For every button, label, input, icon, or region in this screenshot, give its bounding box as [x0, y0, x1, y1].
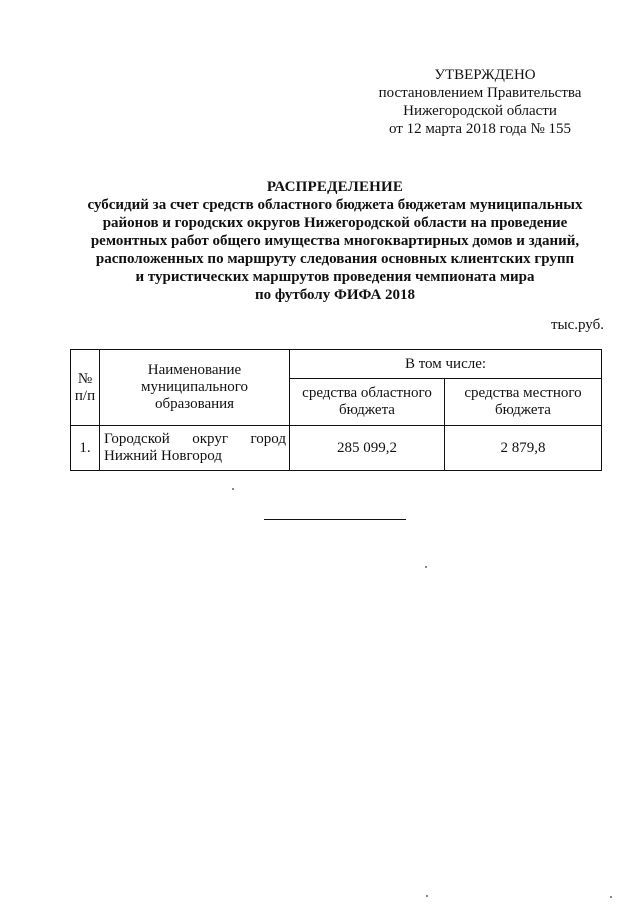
subtitle-line: субсидий за счет средств областного бюджета бюджетам муниципальных — [87, 197, 583, 213]
header-municipality — [100, 350, 290, 426]
document-subtitle — [40, 196, 630, 304]
subtitle-line: ремонтных работ общего имущества многоквартирных домов и зданий, — [90, 233, 580, 249]
subtitle-line: расположенных по маршруту следования основных клиентских групп — [95, 251, 575, 267]
subtitle-line: и туристических маршрутов проведения чемпионата мира — [135, 269, 535, 285]
approval-line: постановлением Правительства — [378, 85, 582, 101]
header-number — [71, 350, 100, 426]
distribution-table — [70, 349, 602, 471]
row-municipality-line: Нижний Новгород — [104, 448, 222, 464]
separator-line — [264, 519, 406, 520]
row-local-amount: 2 879,8 — [445, 426, 602, 471]
row-regional-amount: 285 099,2 — [290, 426, 445, 471]
approval-heading: УТВЕРЖДЕНО — [434, 67, 536, 83]
scan-speck — [425, 566, 427, 568]
header-municipality-line: муниципального — [140, 379, 249, 395]
approval-stamp — [330, 66, 630, 138]
approval-date: от 12 марта 2018 года № 155 — [388, 121, 572, 137]
header-including: В том числе: — [290, 350, 602, 379]
row-municipality-line: Городской округ город — [104, 431, 286, 447]
header-regional-budget — [290, 379, 445, 426]
header-number-symbol: № — [77, 370, 93, 387]
header-municipality-line: образования — [154, 396, 235, 412]
header-local-line: средства местного — [464, 385, 582, 401]
header-regional-line: бюджета — [339, 402, 395, 418]
units-label: тыс.руб. — [550, 317, 604, 333]
row-number: 1. — [71, 426, 100, 471]
table-row — [71, 426, 602, 471]
scan-speck — [426, 895, 428, 897]
approval-line: Нижегородской области — [403, 103, 557, 119]
document-title: РАСПРЕДЕЛЕНИЕ — [266, 179, 404, 195]
scan-speck — [232, 488, 234, 490]
header-local-budget — [445, 379, 602, 426]
table-header-row — [71, 350, 602, 379]
row-municipality — [100, 426, 290, 471]
header-municipality-line: Наименование — [147, 362, 242, 378]
header-number-abbr: п/п — [74, 387, 96, 404]
header-regional-line: средства областного — [302, 385, 432, 401]
subtitle-line: районов и городских округов Нижегородской области на проведение — [102, 215, 568, 231]
scan-speck — [610, 896, 612, 898]
subtitle-line: по футболу ФИФА 2018 — [254, 287, 416, 303]
header-local-line: бюджета — [495, 402, 551, 418]
